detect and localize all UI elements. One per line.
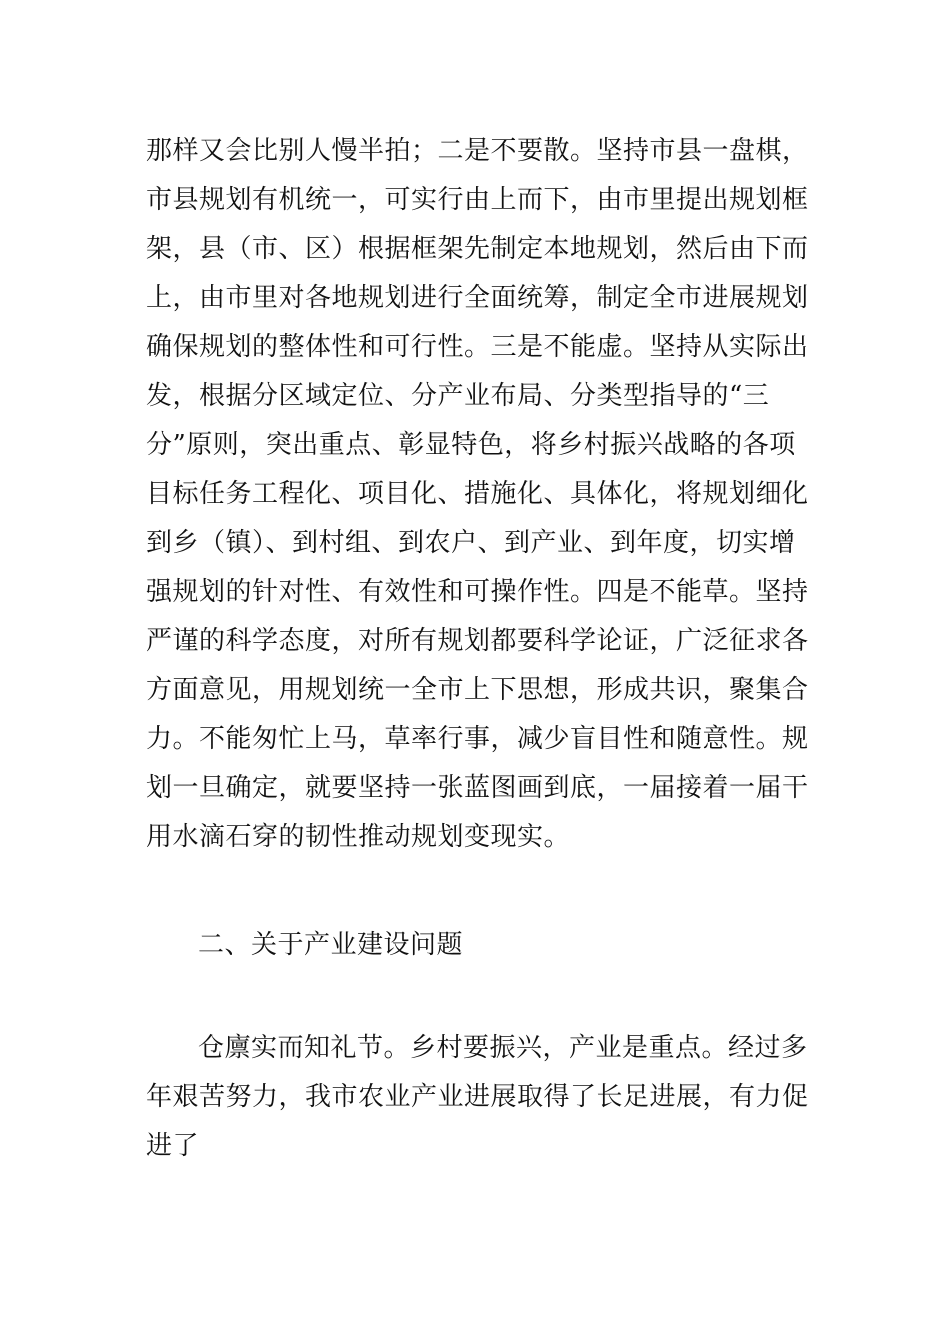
paragraph-line: 方面意见，用规划统一全市上下思想，形成共识，聚集合: [146, 675, 809, 705]
paragraph-line: 目标任务工程化、项目化、措施化、具体化，将规划细化: [146, 479, 809, 509]
paragraph-line: 确保规划的整体性和可行性。三是不能虚。坚持从实际出: [146, 332, 809, 362]
paragraph-line: 严谨的科学态度，对所有规划都要科学论证，广泛征求各: [146, 626, 809, 656]
paragraph-line: 年艰苦努力，我市农业产业进展取得了长足进展，有力促: [146, 1082, 809, 1112]
paragraph-line: 架，县（市、区）根据框架先制定本地规划，然后由下而: [146, 234, 809, 264]
paragraph-line: 那样又会比别人慢半拍；二是不要散。坚持市县一盘棋，: [146, 136, 809, 166]
paragraph-line: 发，根据分区域定位、分产业布局、分类型指导的“三: [146, 381, 770, 411]
paragraph-line: 分”原则，突出重点、彰显特色，将乡村振兴战略的各项: [146, 430, 796, 460]
paragraph-line: 力。不能匆忙上马，草率行事，减少盲目性和随意性。规: [146, 724, 809, 754]
section-heading: 二、关于产业建设问题: [198, 930, 464, 960]
paragraph-line: 上，由市里对各地规划进行全面统筹，制定全市进展规划: [146, 283, 809, 313]
paragraph-line: 市县规划有机统一，可实行由上而下，由市里提出规划框: [146, 185, 809, 215]
paragraph-line: 用水滴石穿的韧性推动规划变现实。: [146, 822, 571, 852]
paragraph-line: 划一旦确定，就要坚持一张蓝图画到底，一届接着一届干: [146, 773, 809, 803]
paragraph-line: 仓廪实而知礼节。乡村要振兴，产业是重点。经过多: [198, 1033, 808, 1063]
paragraph-line: 到乡（镇）、到村组、到农户、到产业、到年度，切实增: [146, 528, 796, 558]
paragraph-line: 强规划的针对性、有效性和可操作性。四是不能草。坚持: [146, 577, 809, 607]
paragraph-line: 进了: [146, 1131, 200, 1161]
